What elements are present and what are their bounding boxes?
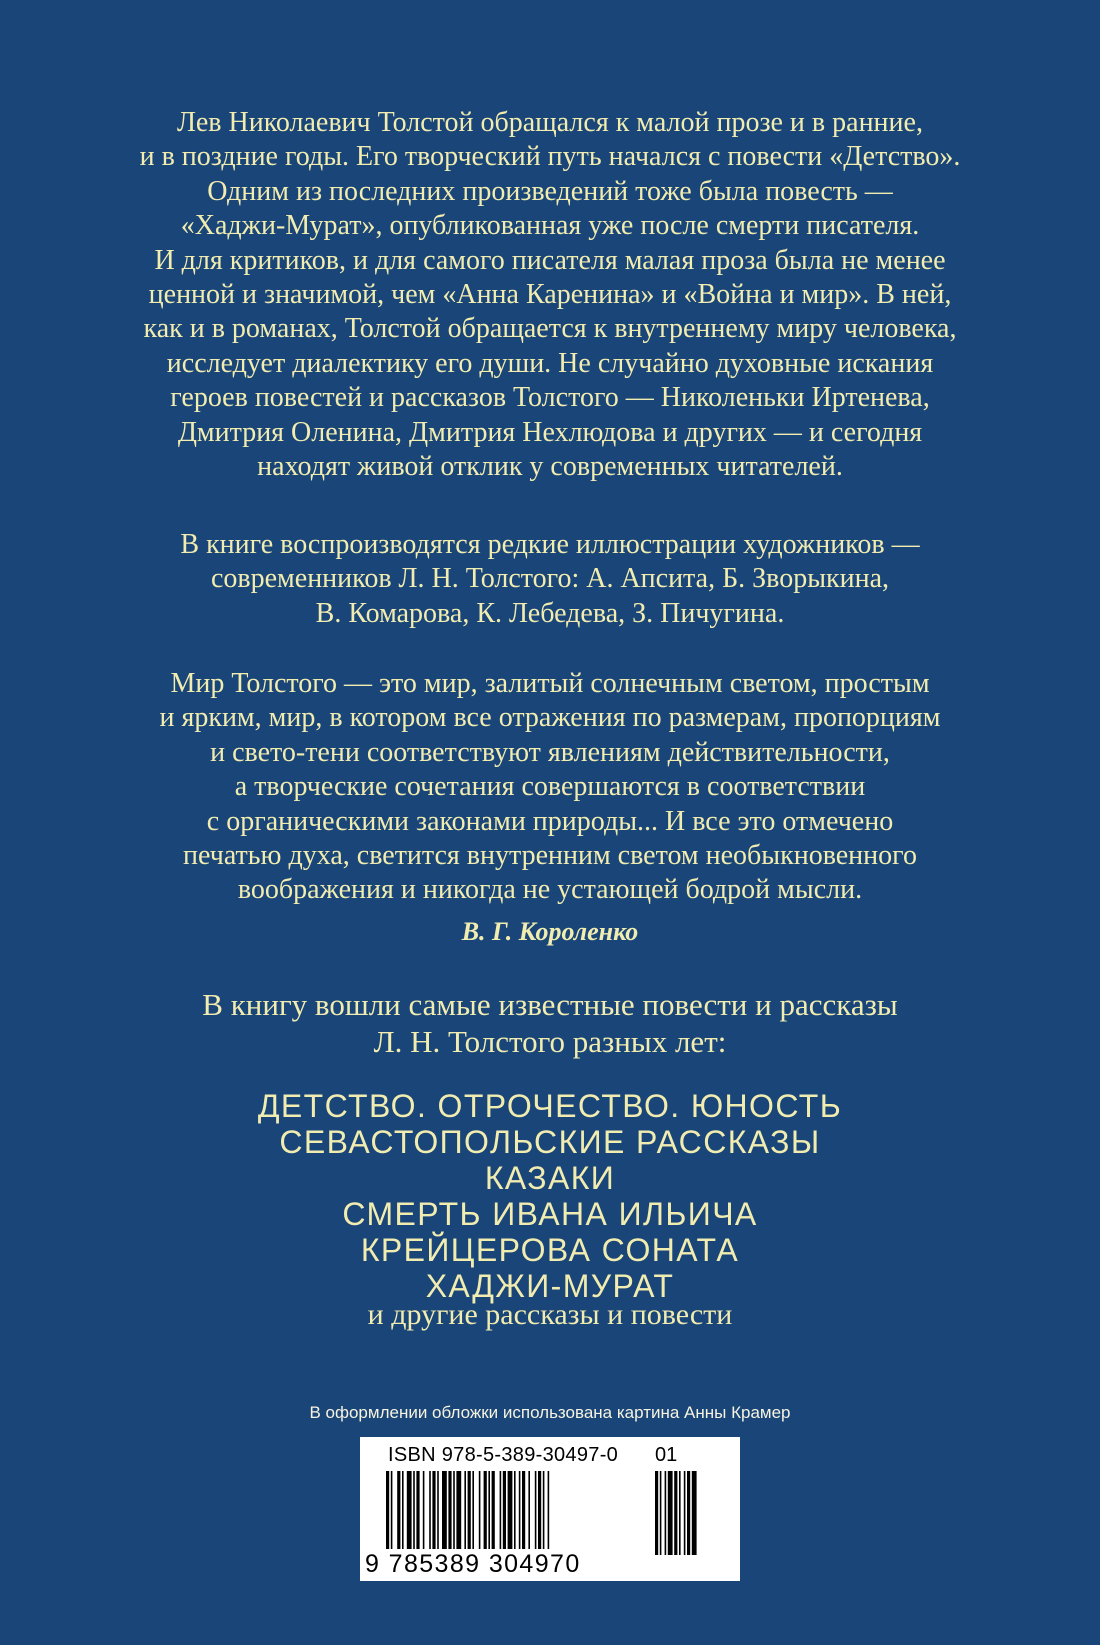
text-line: Дмитрия Оленина, Дмитрия Нехлюдова и других — и сегодня: [177, 416, 923, 448]
description-paragraph-2: [50, 528, 1050, 631]
quote-line: Мир Толстого — это мир, залитый солнечным светом, простым: [170, 668, 930, 699]
text-line: В. Комарова, К. Лебедева, З. Пичугина.: [315, 597, 785, 629]
contents-intro: [50, 986, 1050, 1060]
text-line: Лев Николаевич Толстой обращался к малой прозе и в ранние,: [177, 107, 923, 138]
text-line: современников Л. Н. Толстого: А. Апсита, Б. Зворыкина,: [210, 563, 890, 595]
description-paragraph-1: [50, 106, 1050, 484]
barcode-bars-icon: [372, 1471, 728, 1555]
contents-title: СМЕРТЬ ИВАНА ИЛЬИЧА: [342, 1196, 758, 1232]
quote-block: [50, 667, 1050, 908]
quote-attribution: В. Г. Короленко: [461, 917, 639, 946]
intro-line: Л. Н. Толстого разных лет:: [373, 1024, 727, 1059]
quote-line: а творческие сочетания совершаются в соответствии: [234, 771, 866, 803]
text-line: Одним из последних произведений тоже была повесть —: [207, 175, 893, 207]
text-line: героев повестей и рассказов Толстого — Николеньки Иртенева,: [170, 382, 930, 414]
text-line: и в поздние годы. Его творческий путь начался с повести «Детство».: [139, 141, 961, 173]
text-line: «Хаджи-Мурат», опубликованная уже после смерти писателя.: [180, 210, 920, 242]
text-line: исследует диалектику его души. Не случайно духовные искания: [166, 347, 934, 379]
text-line: И для критиков, и для самого писателя малая проза была не менее: [154, 244, 946, 276]
quote-line: и ярким, мир, в котором все отражения по размерам, пропорциям: [159, 702, 941, 734]
contents-title: ХАДЖИ-МУРАТ: [425, 1268, 675, 1304]
isbn-addon-code: 01: [655, 1444, 678, 1466]
contents-title: КРЕЙЦЕРОВА СОНАТА: [360, 1232, 740, 1268]
barcode-digits: 9 785389 304970: [365, 1550, 581, 1578]
text-line: В книге воспроизводятся редкие иллюстрации художников —: [180, 529, 920, 560]
quote-line: и свето-тени соответствуют явлениям действительности,: [210, 736, 890, 768]
text-line: ценной и значимой, чем «Анна Каренина» и «Война и мир». В ней,: [148, 279, 952, 311]
contents-title-list: [50, 1088, 1050, 1304]
contents-title: СЕВАСТОПОЛЬСКИЕ РАССКАЗЫ: [279, 1124, 821, 1160]
quote-line: печатью духа, светится внутренним светом необыкновенного: [183, 840, 917, 872]
isbn-label: ISBN 978-5-389-30497-0: [388, 1444, 619, 1466]
text-line: как и в романах, Толстой обращается к внутреннему миру человека,: [143, 313, 957, 345]
contents-tail: и другие рассказы и повести: [367, 1298, 733, 1331]
contents-title: КАЗАКИ: [484, 1160, 616, 1196]
contents-title: ДЕТСТВО. ОТРОЧЕСТВО. ЮНОСТЬ: [257, 1088, 843, 1124]
quote-line: воображения и никогда не устающей бодрой мысли.: [237, 874, 863, 906]
isbn-barcode: [360, 1437, 740, 1581]
intro-line: В книгу вошли самые известные повести и рассказы: [202, 987, 898, 1022]
cover-art-credit: В оформлении обложки использована картина Анны Крамер: [309, 1403, 791, 1422]
quote-line: с органическими законами природы... И все это отмечено: [206, 805, 894, 837]
text-line: находят живой отклик у современных читателей.: [257, 451, 843, 483]
